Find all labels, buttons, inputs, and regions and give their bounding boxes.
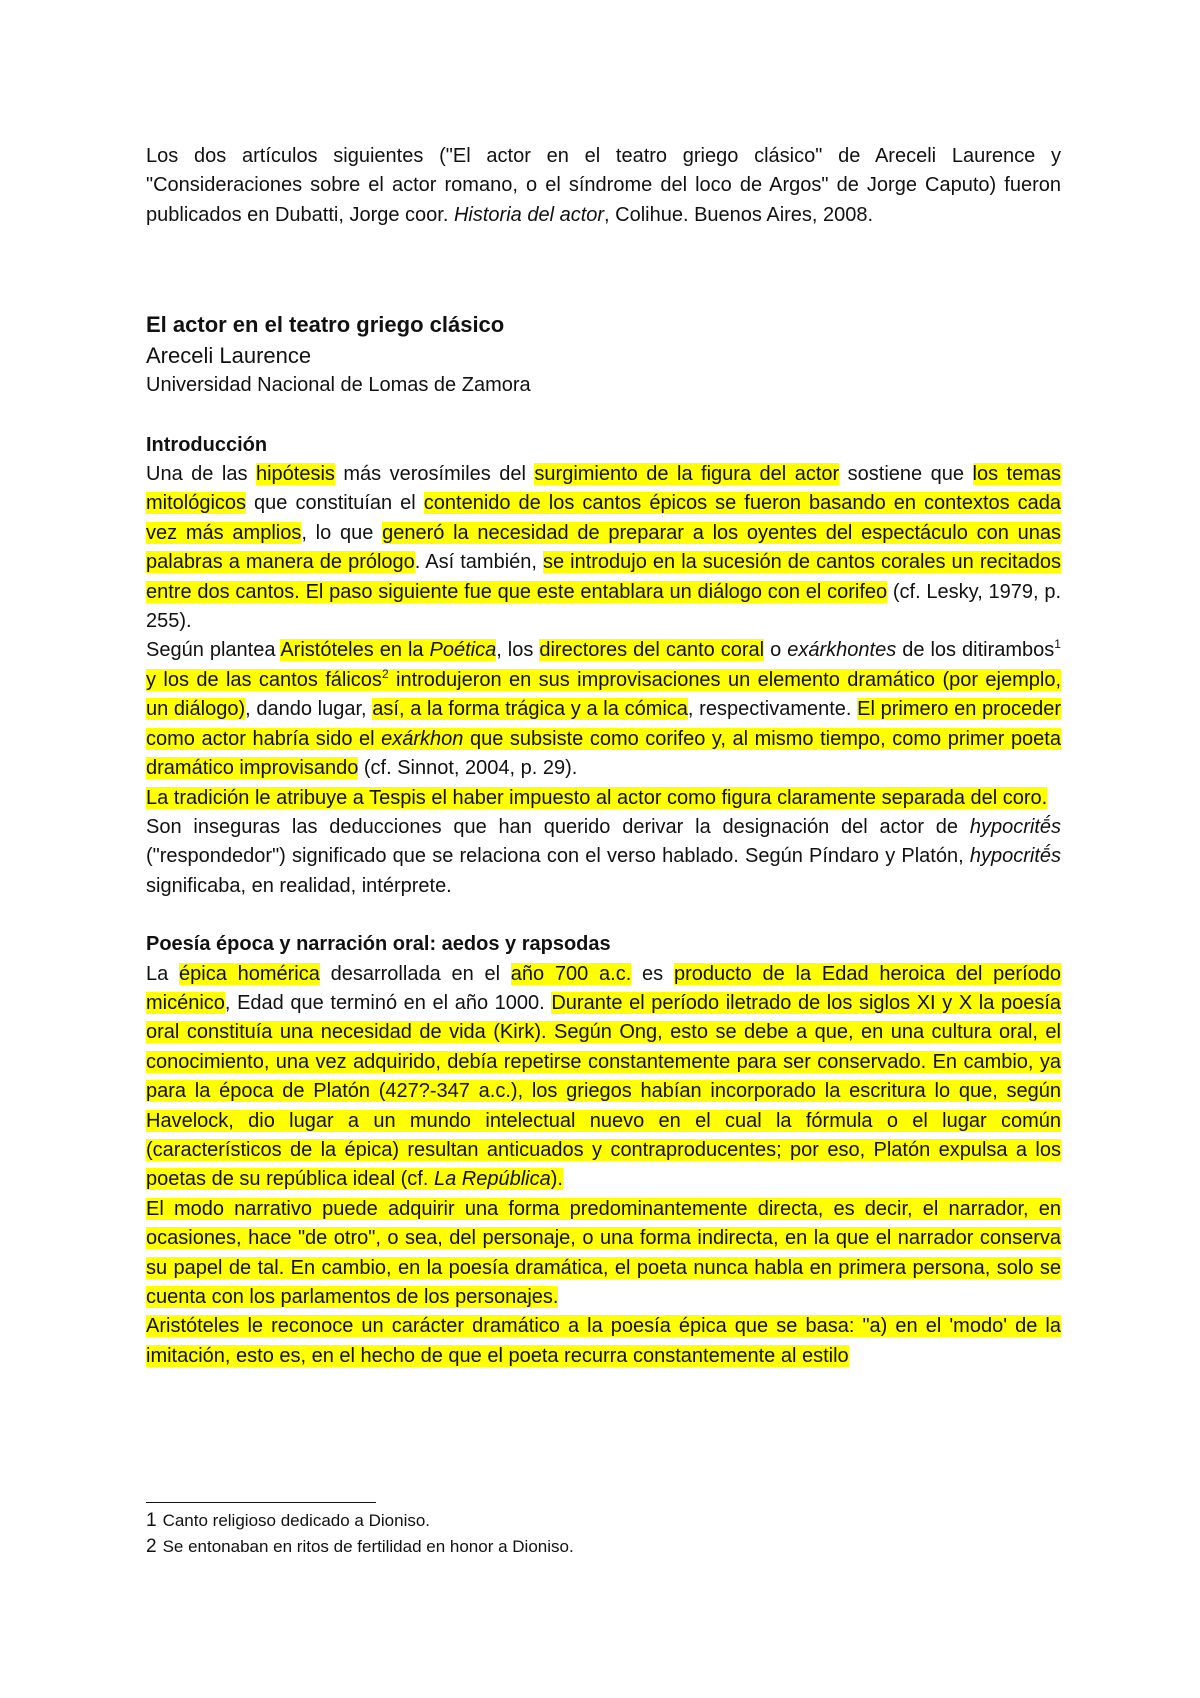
- footnote-text: Se entonaban en ritos de fertilidad en honor a Dioniso.: [162, 1537, 574, 1556]
- text-run: Durante el período iletrado de los siglos XI y X la poesía oral constituía una necesidad de vida (Kirk). Según Ong, esto se debe a que, en una cultura oral, el conocimiento, una vez adquirido, debía repetirse constantemente para ser conservado. En cambio, ya para la época de Platón (427?-347 a.c.), los griegos habían incorporado la escritura lo que, según Havelock, dio lugar a un mundo intelectual nuevo en el cual la fórmula o el lugar común (característicos de la épica) resultan anticuados y contraproducentes; por eso, Platón expulsa a los poetas de su república ideal (cf.: [146, 991, 1061, 1191]
- document-page: [146, 142, 1061, 1371]
- text-run: (cf. Lesky, 1979, p. 255).: [146, 580, 1062, 633]
- paragraph-2: [146, 636, 1061, 783]
- text-run: El primero en proceder como actor habría sido el: [146, 698, 1061, 750]
- text-run: sostiene que: [839, 463, 973, 486]
- footnote-2: [146, 1534, 1046, 1560]
- text-run: , lo que: [301, 521, 383, 544]
- footnote-ref-2[interactable]: 2: [381, 666, 389, 681]
- article-affiliation: Universidad Nacional de Lomas de Zamora: [146, 374, 531, 397]
- text-run: de los ditirambos: [896, 639, 1055, 662]
- italic-run: La República: [433, 1168, 551, 1191]
- text-run: Son inseguras las deducciones que han querido derivar la designación del actor de: [146, 815, 970, 838]
- highlighted-run: El modo narrativo puede adquirir una forma predominantemente directa, es decir, el narrador, en ocasiones, hace "de otro", o sea, del personaje, o una forma indirecta, en la que el narrador conserva su papel de tal. En cambio, en la poesía dramática, el poeta nunca habla en primera persona, solo se cuenta con los parlamentos de los personajes.: [146, 1197, 1061, 1308]
- highlighted-run: así, a la forma trágica y a la cómica: [372, 698, 688, 721]
- footnote-ref-1[interactable]: 1: [1054, 637, 1061, 652]
- article-title: El actor en el teatro griego clásico: [146, 312, 505, 338]
- italic-run: hypocritḗs: [969, 815, 1061, 838]
- text-run: que constituían el: [246, 492, 424, 515]
- text-run: que subsiste como corifeo y, al mismo tiempo, como primer poeta dramático improvisando: [146, 727, 1061, 780]
- text-run: desarrollada en el: [319, 962, 511, 985]
- text-run: , respectivamente.: [687, 698, 858, 721]
- text-run: Una de las: [146, 463, 256, 486]
- text-run: es: [631, 962, 674, 985]
- highlighted-run: [280, 639, 496, 661]
- text-run: y los de las cantos fálicos: [146, 668, 382, 691]
- text-run: más verosímiles del: [334, 463, 535, 486]
- footnote-separator: [146, 1502, 376, 1503]
- highlighted-run: producto de la Edad heroica del período micénico: [146, 962, 1061, 1014]
- highlighted-run: año 700 a.c.: [510, 962, 632, 985]
- text-run: , los: [496, 639, 540, 662]
- highlighted-run: La tradición le atribuye a Tespis el haber impuesto al actor como figura claramente separada del coro.: [146, 786, 1048, 809]
- highlighted-run: contenido de los cantos épicos se fueron basando en contextos cada vez más amplios: [146, 492, 1062, 544]
- paragraph-7: [146, 1312, 1061, 1371]
- highlighted-run: se introdujo en la sucesión de cantos corales un recitados entre dos cantos. El paso siguiente fue que este entablara un diálogo con el corifeo: [146, 551, 1061, 603]
- italic-run: exárkhon: [381, 727, 464, 750]
- italic-run: exárkhontes: [787, 639, 897, 662]
- intro-text: Los dos artículos siguientes ("El actor en el teatro griego clásico" de Areceli Laurence y "Consideraciones sobre el actor romano, o el síndrome del loco de Argos" de Jorge Caputo) fueron publicados en Dubatti, Jorge coor.: [146, 145, 1061, 226]
- text-run: , dando lugar,: [245, 698, 373, 721]
- book-title: Historia del actor: [453, 203, 605, 226]
- paragraph-3: [146, 784, 1061, 813]
- highlighted-run: directores del canto coral: [539, 639, 765, 662]
- footnote-number: 1: [146, 1510, 157, 1531]
- highlighted-run: surgimiento de la figura del actor: [534, 463, 840, 486]
- section-heading-poesia: Poesía época y narración oral: aedos y rapsodas: [146, 933, 611, 956]
- highlighted-run: Aristóteles le reconoce un carácter dramático a la poesía épica que se basa: "a) en el 'modo' de la imitación, esto es, en el hecho de que el poeta recurra constantemente al estilo: [146, 1315, 1061, 1367]
- highlighted-run: los temas mitológicos: [146, 463, 1062, 515]
- intro-text-end: , Colihue. Buenos Aires, 2008.: [604, 203, 874, 226]
- text-run: introdujeron en sus improvisaciones un elemento dramático (por ejemplo, un diálogo): [146, 668, 1061, 721]
- paragraph-4: [146, 813, 1061, 901]
- footnote-1: [146, 1508, 1046, 1534]
- intro-note: [146, 142, 1061, 230]
- text-run: Aristóteles en la: [280, 639, 430, 662]
- highlighted-run: [146, 992, 1061, 1190]
- text-run: ).: [550, 1168, 563, 1191]
- paragraph-5: [146, 960, 1061, 1195]
- footnotes: [146, 1508, 1046, 1560]
- highlighted-run: generó la necesidad de preparar a los oyentes del espectáculo con unas palabras a manera de prólogo: [146, 521, 1061, 574]
- text-run: La: [146, 962, 180, 985]
- footnote-text: Canto religioso dedicado a Dioniso.: [162, 1511, 431, 1530]
- paragraph-6: [146, 1195, 1061, 1313]
- paragraph-1: [146, 460, 1061, 636]
- section-heading-introduccion: Introducción: [146, 433, 268, 456]
- italic-run: hypocritḗs: [969, 845, 1061, 868]
- text-run: significaba, en realidad, intérprete.: [146, 874, 452, 897]
- text-run: (cf. Sinnot, 2004, p. 29).: [358, 757, 578, 780]
- text-run: Según plantea: [146, 639, 281, 662]
- text-run: , Edad que terminó en el año 1000.: [224, 991, 552, 1014]
- footnote-number: 2: [146, 1536, 157, 1557]
- highlighted-run: épica homérica: [179, 962, 320, 985]
- text-run: o: [764, 639, 788, 662]
- italic-run: Poética: [429, 639, 497, 662]
- article-author: Areceli Laurence: [146, 343, 312, 369]
- text-run: ("respondedor") significado que se relaciona con el verso hablado. Según Píndaro y Platón,: [146, 845, 970, 868]
- text-run: . Así también,: [414, 551, 543, 574]
- highlighted-run: hipótesis: [255, 463, 335, 486]
